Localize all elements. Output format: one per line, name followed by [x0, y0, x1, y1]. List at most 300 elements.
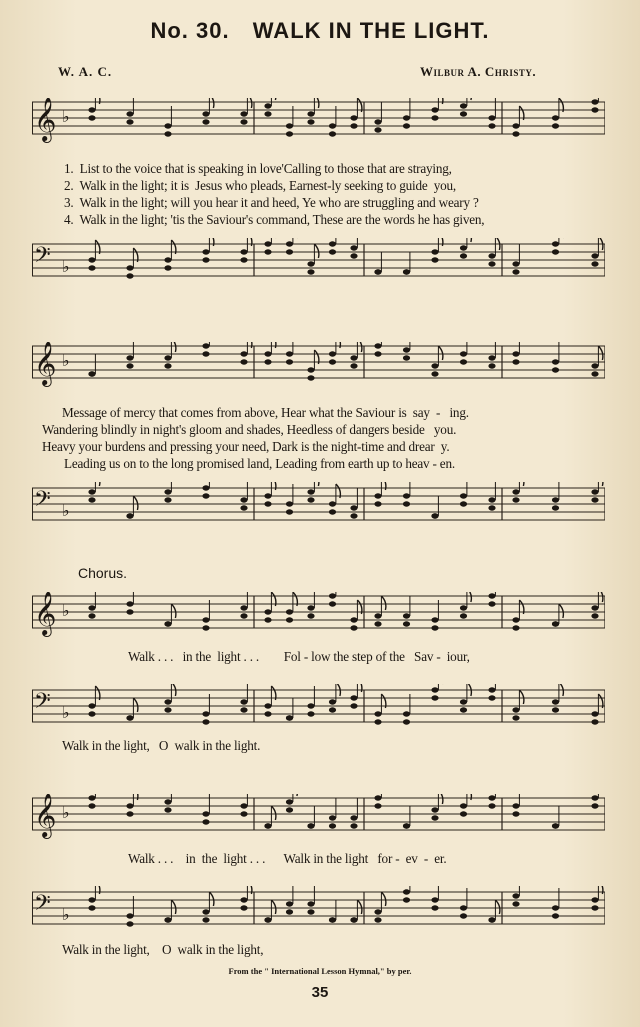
note-head	[403, 711, 410, 716]
note-head	[431, 249, 438, 254]
flat-icon: ♭	[62, 803, 70, 822]
note-head	[240, 359, 247, 364]
note-head	[164, 355, 171, 360]
hymn-title	[0, 18, 640, 44]
bass-clef-icon: 𝄢	[34, 891, 51, 921]
note-head	[202, 617, 209, 622]
note-flag	[598, 592, 603, 602]
note-flag	[467, 238, 472, 242]
treble-clef-icon: 𝄞	[34, 342, 57, 385]
note-head	[202, 493, 209, 498]
note-head	[512, 497, 519, 502]
note-flag	[133, 496, 138, 510]
note-head	[202, 343, 209, 348]
note-head	[329, 815, 336, 820]
note-head	[350, 505, 357, 510]
note-head	[403, 355, 410, 360]
note-head	[307, 909, 314, 914]
note-head	[329, 823, 336, 828]
note-head	[126, 265, 133, 270]
note-head	[264, 103, 271, 108]
note-head	[264, 703, 271, 708]
note-head	[350, 115, 357, 120]
note-head	[460, 913, 467, 918]
treble-staff-4	[32, 794, 605, 837]
note-head	[350, 245, 357, 250]
note-head	[431, 687, 438, 692]
note-flag	[171, 342, 176, 352]
note-flag	[133, 698, 138, 712]
note-head	[488, 695, 495, 700]
note-head	[552, 823, 559, 828]
note-head	[431, 625, 438, 630]
note-head	[240, 897, 247, 902]
note-head	[240, 351, 247, 356]
note-head	[126, 119, 133, 124]
hymn-title-text: WALK IN THE LIGHT.	[252, 18, 490, 43]
note-head	[460, 245, 467, 250]
note-head	[512, 489, 519, 494]
note-head	[126, 355, 133, 360]
note-head	[307, 261, 314, 266]
note-head	[307, 269, 314, 274]
note-head	[202, 917, 209, 922]
note-head	[240, 905, 247, 910]
note-head	[264, 351, 271, 356]
note-head	[329, 123, 336, 128]
note-flag	[438, 794, 443, 804]
note-flag	[314, 482, 319, 486]
note-head	[88, 265, 95, 270]
note-head	[202, 819, 209, 824]
note-head	[286, 799, 293, 804]
bass-staff-1-svg	[32, 238, 605, 298]
note-head	[286, 123, 293, 128]
note-head	[286, 715, 293, 720]
note-head	[591, 795, 598, 800]
note-head	[350, 703, 357, 708]
note-head	[374, 501, 381, 506]
page-number: 35	[311, 984, 329, 1001]
note-head	[552, 905, 559, 910]
note-head	[350, 815, 357, 820]
note-head	[488, 115, 495, 120]
note-head	[403, 621, 410, 626]
note-head	[202, 909, 209, 914]
note-head	[512, 803, 519, 808]
note-head	[240, 505, 247, 510]
hymn-number: No. 30.	[150, 18, 230, 43]
note-head	[329, 501, 336, 506]
note-head	[286, 241, 293, 246]
note-head	[431, 115, 438, 120]
note-head	[164, 123, 171, 128]
note-head	[329, 917, 336, 922]
note-head	[164, 265, 171, 270]
note-head	[591, 363, 598, 368]
note-head	[374, 719, 381, 724]
note-head	[460, 707, 467, 712]
note-head	[286, 909, 293, 914]
note-head	[307, 613, 314, 618]
note-head	[240, 699, 247, 704]
flat-icon: ♭	[62, 905, 70, 924]
note-head	[488, 917, 495, 922]
note-head	[240, 605, 247, 610]
note-head	[403, 823, 410, 828]
chorus-label: Chorus.	[78, 565, 128, 581]
note-head	[88, 803, 95, 808]
note-head	[307, 367, 314, 372]
note-head	[88, 795, 95, 800]
note-head	[552, 621, 559, 626]
note-head	[350, 253, 357, 258]
note-flag	[293, 794, 298, 796]
verse-line-1-4: 4. Walk in the light; 'tis the Saviour's command, These are the words he has given,	[64, 212, 485, 227]
note-flag	[357, 684, 362, 692]
note-head	[552, 241, 559, 246]
note-head	[460, 803, 467, 808]
note-head	[202, 249, 209, 254]
note-head	[431, 695, 438, 700]
note-head	[591, 711, 598, 716]
chorus-bass-lyric-2: Walk in the light, O walk in the light,	[62, 942, 264, 957]
note-head	[286, 501, 293, 506]
note-head	[488, 601, 495, 606]
note-head	[431, 815, 438, 820]
note-head	[460, 103, 467, 108]
note-head	[307, 711, 314, 716]
flat-icon: ♭	[62, 703, 70, 722]
note-head	[460, 493, 467, 498]
note-head	[512, 811, 519, 816]
note-head	[126, 715, 133, 720]
note-head	[264, 711, 271, 716]
verse-line-2-2: Wandering blindly in night's gloom and shades, Heedless of dangers beside you.	[42, 422, 457, 437]
note-flag	[598, 482, 603, 486]
note-head	[403, 123, 410, 128]
note-head	[286, 609, 293, 614]
note-head	[126, 111, 133, 116]
note-head	[460, 351, 467, 356]
note-head	[126, 803, 133, 808]
note-head	[591, 905, 598, 910]
note-head	[374, 119, 381, 124]
note-head	[512, 707, 519, 712]
note-head	[350, 363, 357, 368]
note-head	[126, 601, 133, 606]
note-head	[350, 695, 357, 700]
note-head	[431, 513, 438, 518]
note-head	[512, 893, 519, 898]
bass-staff-4-svg	[32, 886, 605, 946]
treble-staff-1	[32, 98, 605, 141]
note-head	[240, 497, 247, 502]
note-head	[488, 253, 495, 258]
note-flag	[381, 596, 386, 610]
note-head	[591, 497, 598, 502]
note-head	[431, 905, 438, 910]
note-head	[240, 257, 247, 262]
note-head	[374, 343, 381, 348]
note-head	[431, 257, 438, 262]
note-head	[307, 901, 314, 906]
note-head	[240, 613, 247, 618]
note-head	[307, 823, 314, 828]
note-flag	[357, 900, 362, 914]
note-head	[512, 715, 519, 720]
note-head	[591, 371, 598, 376]
note-head	[374, 493, 381, 498]
note-head	[591, 99, 598, 104]
note-head	[240, 803, 247, 808]
note-flag	[467, 98, 472, 100]
note-head	[552, 497, 559, 502]
chorus-treble-lyric-2: Walk . . . in the light . . . Walk in the light for - ev - er.	[128, 851, 447, 866]
note-head	[264, 609, 271, 614]
note-head	[88, 497, 95, 502]
note-head	[431, 617, 438, 622]
note-head	[512, 131, 519, 136]
verse-line-2-1: Message of mercy that comes from above, Hear what the Saviour is say - ing.	[62, 405, 469, 420]
note-head	[350, 123, 357, 128]
note-head	[307, 119, 314, 124]
note-head	[374, 909, 381, 914]
note-head	[329, 699, 336, 704]
note-head	[286, 901, 293, 906]
bass-clef-icon: 𝄢	[34, 487, 51, 517]
note-flag	[438, 98, 443, 104]
note-head	[286, 131, 293, 136]
note-head	[431, 897, 438, 902]
note-head	[164, 707, 171, 712]
note-head	[374, 613, 381, 618]
note-flag	[247, 238, 252, 246]
note-head	[488, 497, 495, 502]
chorus-bass-lyric-1: Walk in the light, O walk in the light.	[62, 738, 261, 753]
note-head	[88, 711, 95, 716]
note-head	[374, 127, 381, 132]
verse-line-2-3: Heavy your burdens and pressing your need, Dark is the night-time and drear y.	[42, 439, 450, 454]
flat-icon: ♭	[62, 257, 70, 276]
note-head	[552, 123, 559, 128]
note-head	[403, 493, 410, 498]
note-head	[88, 905, 95, 910]
note-head	[329, 593, 336, 598]
note-head	[460, 811, 467, 816]
note-head	[164, 799, 171, 804]
note-head	[591, 719, 598, 724]
note-flag	[271, 98, 276, 100]
note-head	[512, 359, 519, 364]
note-head	[202, 119, 209, 124]
note-head	[591, 897, 598, 902]
note-head	[374, 621, 381, 626]
note-head	[329, 601, 336, 606]
note-head	[488, 355, 495, 360]
note-flag	[95, 886, 100, 894]
note-head	[591, 803, 598, 808]
note-head	[552, 699, 559, 704]
note-head	[591, 605, 598, 610]
note-head	[552, 505, 559, 510]
note-head	[431, 807, 438, 812]
note-head	[126, 811, 133, 816]
note-head	[374, 803, 381, 808]
note-head	[126, 513, 133, 518]
note-head	[329, 351, 336, 356]
note-flag	[271, 900, 276, 914]
note-head	[126, 913, 133, 918]
note-head	[350, 513, 357, 518]
note-flag	[495, 900, 500, 914]
note-head	[488, 363, 495, 368]
note-head	[202, 719, 209, 724]
note-flag	[95, 482, 100, 486]
note-head	[164, 489, 171, 494]
note-head	[286, 351, 293, 356]
note-head	[286, 617, 293, 622]
note-head	[88, 107, 95, 112]
note-flag	[598, 886, 603, 894]
note-head	[403, 719, 410, 724]
note-head	[552, 707, 559, 712]
note-head	[88, 257, 95, 262]
note-flag	[95, 98, 100, 104]
note-head	[88, 605, 95, 610]
treble-staff-1-svg	[32, 98, 605, 148]
flat-icon: ♭	[62, 351, 70, 370]
note-head	[591, 613, 598, 618]
note-head	[460, 359, 467, 364]
note-head	[552, 367, 559, 372]
note-head	[350, 355, 357, 360]
treble-staff-4-svg	[32, 794, 605, 844]
note-head	[164, 917, 171, 922]
note-head	[403, 347, 410, 352]
verse-line-1-3: 3. Walk in the light; will you hear it and heed, Ye who are struggling and weary ?	[64, 195, 479, 210]
treble-clef-icon: 𝄞	[34, 592, 57, 635]
note-head	[552, 359, 559, 364]
note-head	[512, 351, 519, 356]
note-flag	[209, 98, 214, 108]
note-head	[202, 625, 209, 630]
note-head	[350, 617, 357, 622]
note-head	[264, 241, 271, 246]
note-head	[240, 811, 247, 816]
note-flag	[314, 244, 319, 258]
note-head	[552, 913, 559, 918]
note-head	[350, 625, 357, 630]
verse-line-1-1: 1. List to the voice that is speaking in love'Calling to those that are straying,	[64, 161, 452, 176]
note-head	[307, 703, 314, 708]
note-head	[374, 917, 381, 922]
treble-clef-icon: 𝄞	[34, 98, 57, 141]
note-head	[307, 489, 314, 494]
bass-staff-3-svg	[32, 684, 605, 744]
note-head	[488, 687, 495, 692]
treble-staff-2	[32, 342, 605, 385]
note-head	[264, 501, 271, 506]
composer-credit: Wilbur A. Christy.	[420, 64, 537, 79]
note-head	[286, 807, 293, 812]
note-flag	[271, 482, 276, 490]
note-head	[512, 261, 519, 266]
note-flag	[247, 98, 252, 108]
note-head	[264, 917, 271, 922]
note-head	[307, 605, 314, 610]
note-head	[350, 823, 357, 828]
note-head	[329, 707, 336, 712]
note-flag	[209, 238, 214, 246]
note-head	[329, 131, 336, 136]
note-head	[88, 703, 95, 708]
note-head	[240, 707, 247, 712]
note-head	[431, 371, 438, 376]
note-flag	[519, 482, 524, 486]
note-flag	[381, 482, 386, 490]
note-head	[374, 795, 381, 800]
note-head	[329, 509, 336, 514]
treble-clef-icon: 𝄞	[34, 794, 57, 837]
note-head	[403, 501, 410, 506]
note-head	[512, 123, 519, 128]
treble-staff-3-svg	[32, 592, 605, 642]
note-flag	[519, 690, 524, 704]
source-credit: From the " International Lesson Hymnal," by per.	[228, 966, 412, 976]
note-head	[202, 111, 209, 116]
verse-line-1-2: 2. Walk in the light; it is Jesus who pleads, Earnest-ly seeking to guide you,	[64, 178, 456, 193]
note-head	[240, 119, 247, 124]
treble-staff-3	[32, 592, 605, 635]
note-head	[264, 249, 271, 254]
bass-staff-2-svg	[32, 482, 605, 542]
note-head	[403, 613, 410, 618]
note-head	[264, 111, 271, 116]
note-head	[164, 497, 171, 502]
flat-icon: ♭	[62, 601, 70, 620]
bass-staff-1	[32, 238, 605, 278]
note-head	[512, 625, 519, 630]
note-flag	[467, 592, 472, 602]
note-flag	[598, 346, 603, 360]
note-head	[286, 359, 293, 364]
note-head	[240, 111, 247, 116]
note-head	[202, 711, 209, 716]
note-head	[126, 273, 133, 278]
note-head	[240, 249, 247, 254]
note-head	[329, 241, 336, 246]
note-head	[512, 269, 519, 274]
note-head	[403, 115, 410, 120]
note-flag	[209, 892, 214, 906]
note-head	[431, 363, 438, 368]
note-head	[164, 807, 171, 812]
note-head	[591, 261, 598, 266]
note-head	[552, 115, 559, 120]
note-head	[488, 803, 495, 808]
note-head	[88, 489, 95, 494]
note-head	[264, 359, 271, 364]
bass-staff-2	[32, 482, 605, 522]
note-head	[329, 359, 336, 364]
note-flag	[438, 346, 443, 360]
bass-clef-icon: 𝄢	[34, 689, 51, 719]
note-head	[307, 497, 314, 502]
note-head	[88, 371, 95, 376]
note-head	[307, 111, 314, 116]
note-head	[488, 593, 495, 598]
